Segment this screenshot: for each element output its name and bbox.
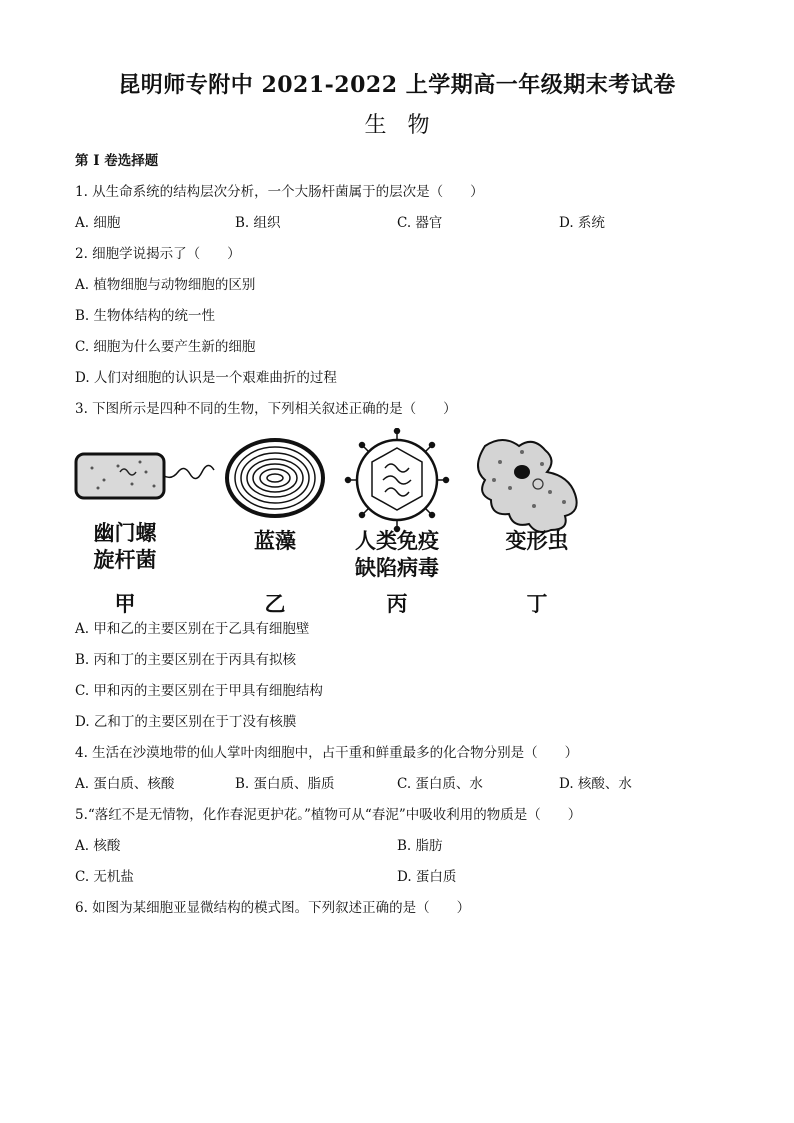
question-3-stem: 3. 下图所示是四种不同的生物，下列相关叙述正确的是（ ）	[75, 401, 457, 417]
figure-tag-jia: 甲	[114, 592, 136, 616]
question-5-option-a: A. 核酸	[75, 838, 121, 854]
question-1-option-b: B. 组织	[235, 215, 281, 231]
question-6-stem: 6. 如图为某细胞亚显微结构的模式图。下列叙述正确的是（ ）	[75, 900, 471, 916]
figure-tag-bing: 丙	[386, 592, 408, 616]
amoeba-icon	[478, 440, 577, 532]
question-4-option-b: B. 蛋白质、脂质	[235, 776, 335, 792]
question-4-option-c: C. 蛋白质、水	[397, 776, 483, 792]
question-4-option-d: D. 核酸、水	[559, 776, 632, 792]
figure-label-amoeba: 变形虫	[505, 529, 569, 553]
question-3-option-c: C. 甲和丙的主要区别在于甲具有细胞结构	[75, 683, 323, 699]
question-4-stem: 4. 生活在沙漠地带的仙人掌叶肉细胞中，占干重和鲜重最多的化合物分别是（ ）	[75, 745, 579, 761]
figure-tag-yi: 乙	[264, 592, 286, 616]
question-1-option-c: C. 器官	[397, 215, 443, 231]
organisms-figure	[70, 428, 610, 618]
question-1-stem: 1. 从生命系统的结构层次分析，一个大肠杆菌属于的层次是（ ）	[75, 184, 484, 200]
helicobacter-icon	[76, 454, 214, 498]
subject-title: 生 物	[364, 113, 430, 138]
question-3-option-b: B. 丙和丁的主要区别在于丙具有拟核	[75, 652, 297, 668]
exam-title: 昆明师专附中 2021-2022 上学期高一年级期末考试卷	[118, 72, 676, 98]
question-4-option-a: A. 蛋白质、核酸	[75, 776, 175, 792]
question-2-option-d: D. 人们对细胞的认识是一个艰难曲折的过程	[75, 370, 337, 386]
figure-label-helicobacter: 幽门螺 旋杆菌	[93, 521, 157, 572]
question-3-option-a: A. 甲和乙的主要区别在于乙具有细胞壁	[75, 621, 310, 637]
question-2-option-b: B. 生物体结构的统一性	[75, 308, 216, 324]
question-3-option-d: D. 乙和丁的主要区别在于丁没有核膜	[75, 714, 297, 730]
cyanobacteria-icon	[227, 440, 323, 516]
question-5-option-d: D. 蛋白质	[397, 869, 457, 885]
question-2-option-c: C. 细胞为什么要产生新的细胞	[75, 339, 256, 355]
question-2-stem: 2. 细胞学说揭示了（ ）	[75, 246, 241, 262]
figure-tag-ding: 丁	[526, 592, 548, 616]
figure-label-hiv: 人类免疫 缺陷病毒	[355, 529, 439, 580]
question-5-option-b: B. 脂肪	[397, 838, 443, 854]
question-2-option-a: A. 植物细胞与动物细胞的区别	[75, 277, 256, 293]
question-5-stem: 5.“落红不是无情物，化作春泥更护花。”植物可从“春泥”中吸收利用的物质是（ ）	[75, 807, 582, 823]
question-1-option-d: D. 系统	[559, 215, 605, 231]
hiv-virus-icon	[346, 429, 449, 532]
figure-label-cyanobacteria: 蓝藻	[254, 529, 296, 553]
section-heading: 第 I 卷选择题	[75, 153, 159, 169]
question-5-option-c: C. 无机盐	[75, 869, 134, 885]
question-1-option-a: A. 细胞	[75, 215, 121, 231]
